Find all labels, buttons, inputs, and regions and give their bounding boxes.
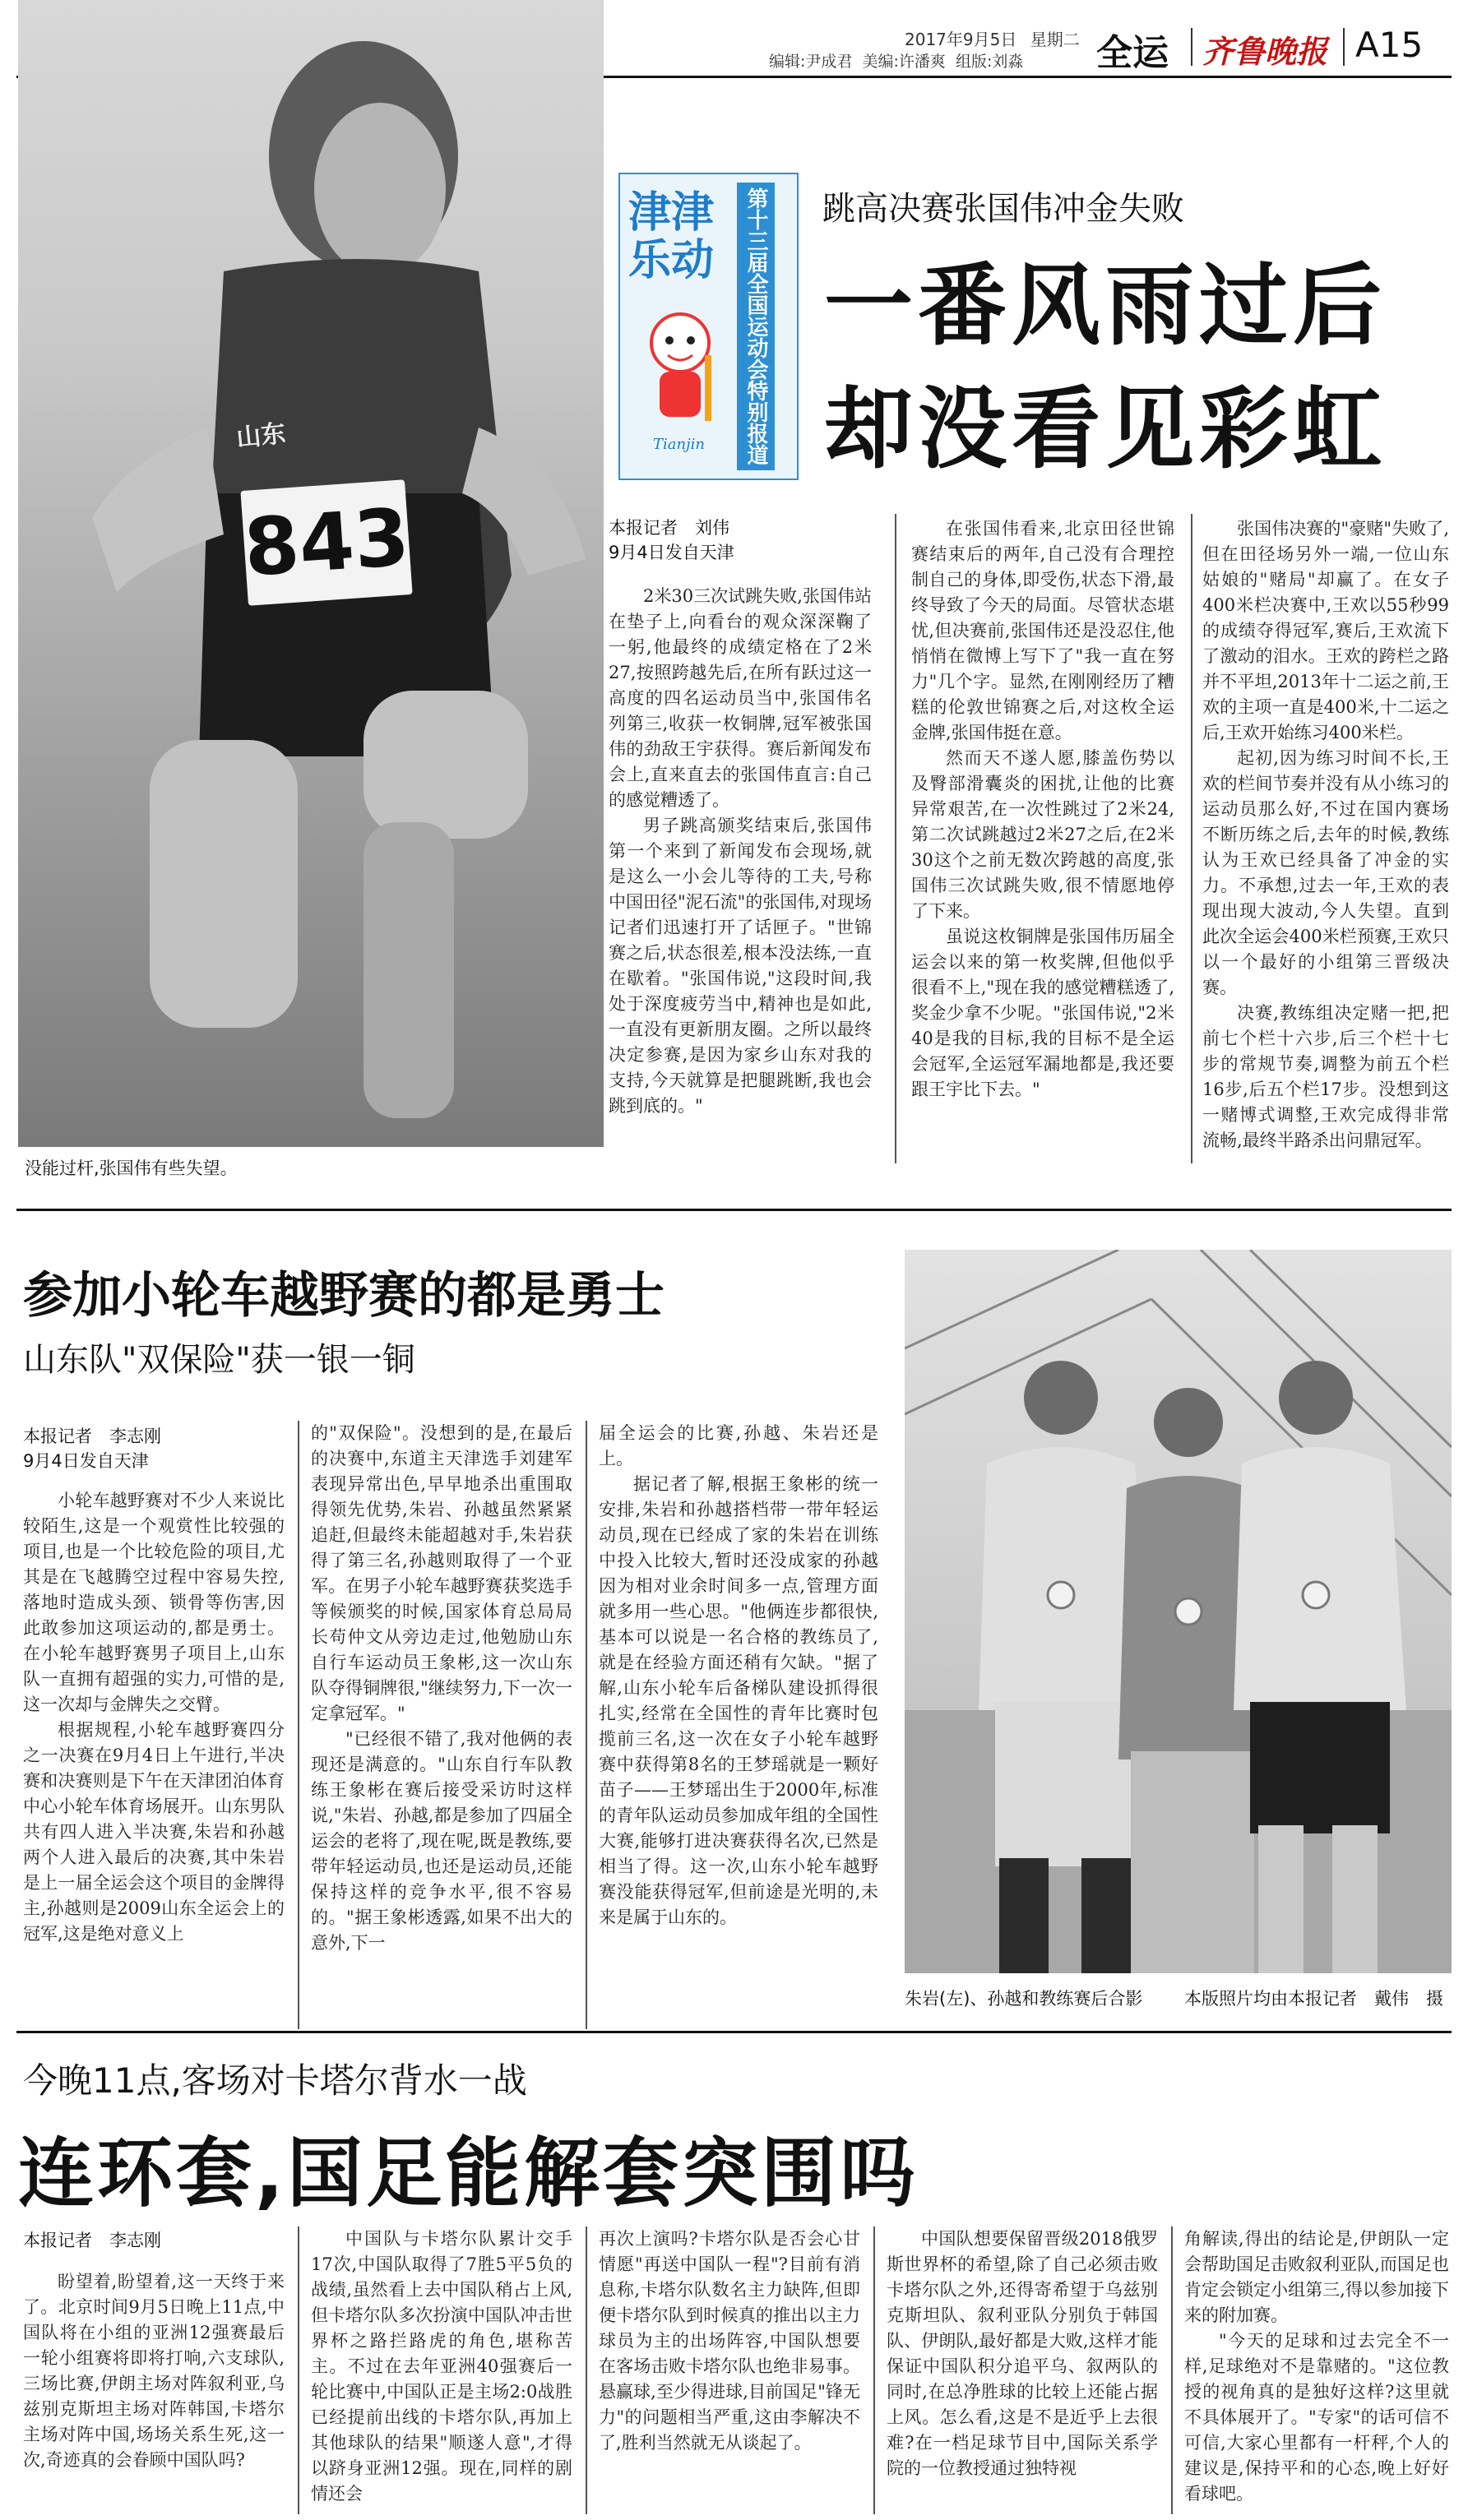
masthead-editors: 编辑:尹成君 美编:许潘爽 组版:刘淼 <box>769 53 1024 71</box>
paragraph: 届全运会的比赛,孙越、朱岩还是上。 <box>599 1423 878 1468</box>
athlete-photo-caption: 没能过杆,张国伟有些失望。 <box>25 1158 238 1178</box>
story2-column-3 <box>599 1421 878 1930</box>
paragraph: 中国队想要保留晋级2018俄罗斯世界杯的希望,除了自己必须击败卡塔尔队之外,还得寄希望于乌兹别克斯坦队、叙利亚队分别负于韩国队、伊朗队,最好都是大败,这样才能保证中国队积分追平乌、叙两队的同时,在总净胜球的比较上还能占据上风。怎么看,这是不是近乎上去很难?在一档足球节目中,国际关系学院的一位教授通过独特视 <box>887 2229 1158 2478</box>
paragraph: "已经很不错了,我对他俩的表现还是满意的。"山东自行车队教练王象彬在赛后接受采访时这样说,"朱岩、孙越,都是参加了四届全运会的老将了,现在呢,既是教练,要带年轻运动员,也还是运动员,还能保持这样的竞争水平,很不容易的。"据王象彬透露,如果不出大的意外,下一 <box>311 1729 572 1953</box>
column-divider <box>895 514 896 1163</box>
paragraph: 中国队与卡塔尔队累计交手17次,中国队取得了7胜5平5负的战绩,虽然看上去中国队稍占上风,但卡塔尔队多次扮演中国队冲击世界杯之路拦路虎的角色,堪称苦主。不过在去年亚洲40强赛后一轮比赛中,中国队正是主场2:0战胜已经提前出线的卡塔尔队,再加上其他球队的结果"顺遂人意",才得以跻身亚洲12强。现在,同样的剧情还会 <box>311 2229 572 2504</box>
page-number: A15 <box>1355 25 1424 65</box>
story1-kicker: 跳高决赛张国伟冲金失败 <box>822 190 1184 228</box>
paragraph: 虽说这枚铜牌是张国伟历届全运会以来的第一枚奖牌,但他似乎很看不上,"现在我的感觉糟糕透了,奖金少拿不少呢。"张国伟说,"2米40是我的目标,我的目标不是全运会冠军,全运冠军漏地都是,我还要跟王宇比下去。" <box>911 927 1174 1099</box>
story-bmx <box>0 1209 1468 2031</box>
reporter: 本报记者 李志刚 <box>23 1426 161 1446</box>
paragraph: 根据规程,小轮车越野赛四分之一决赛在9月4日上午进行,半决赛和决赛则是下午在天津团泊体育中心小轮车体育场展开。山东男队共有四人进入半决赛,朱岩和孙越两个人进入最后的决赛,其中朱岩是上一届全运会这个项目的金牌得主,孙越则是2009山东全运会上的冠军,这是绝对意义上 <box>23 1720 285 1944</box>
story3-column-5 <box>1184 2226 1449 2507</box>
story-football <box>0 2031 1468 2520</box>
section-name: 全运 <box>1096 32 1169 74</box>
paragraph: 然而天不遂人愿,膝盖伤势以及臀部滑囊炎的困扰,让他的比赛异常艰苦,在一次性跳过了2米24,第二次试跳越过2米27之后,在2米30这个之前无数次跨越的高度,张国伟三次试跳失败,很不情愿地停了下来。 <box>911 748 1174 921</box>
bib <box>240 479 412 606</box>
badge-subtitle: 第十三届全国运动会特别报道 <box>743 187 768 465</box>
paper-logo: 齐鲁晚报 <box>1202 33 1328 70</box>
paragraph: 起初,因为练习时间不长,王欢的栏间节奏并没有从小练习的运动员那么好,不过在国内赛场不断历练之后,去年的时候,教练认为王欢已经具备了冲金的实力。不承想,过去一年,王欢的表现出现大波动,今人失望。直到此次全运会400米栏预赛,王欢只以一个最好的小组第三晋级决赛。 <box>1202 748 1449 997</box>
story2-headline: 参加小轮车越野赛的都是勇士 <box>23 1267 665 1325</box>
story3-byline: 本报记者 李志刚 <box>23 2231 161 2250</box>
column-divider <box>298 2226 299 2514</box>
badge-title: 津津乐动 <box>628 187 715 285</box>
reporter: 本报记者 刘伟 <box>609 518 729 538</box>
paragraph: 在张国伟看来,北京田径世锦赛结束后的两年,自己没有合理控制自己的身体,即受伤,状态下滑,最终导致了今天的局面。尽管状态堪忧,但决赛前,张国伟还是没忍住,他悄悄在微博上写下了"我一直在努力"几个字。显然,在刚刚经历了糟糕的伦敦世锦赛之后,对这枚全运金牌,张国伟挺在意。 <box>911 519 1174 742</box>
photo-credit: 本版照片均由本报记者 戴伟 摄 <box>1184 1989 1443 2009</box>
story3-headline: 连环套,国足能解套突围吗 <box>18 2129 919 2217</box>
weekday: 星期二 <box>1030 30 1080 49</box>
paragraph: 2米30三次试跳失败,张国伟站在垫子上,向看台的观众深深鞠了一躬,他最终的成绩定格在了2米27,按照跨越先后,在所有跃过这一高度的四名运动员当中,张国伟名列第三,收获一枚铜牌,冠军被张国伟的劲敌王宇获得。赛后新闻发布会上,直来直去的张国伟直言:自己的感觉糟透了。 <box>609 586 872 810</box>
story1-byline <box>609 516 734 565</box>
mascot-icon <box>635 306 725 429</box>
paragraph: "今天的足球和过去完全不一样,足球绝对不是靠赌的。"这位教授的视角真的是独好这样?这里就不具体展开了。"专家"的话可信不可信,大家心里都有一杆秤,个人的建议是,保持平和的心态,晚上好好看球吧。 <box>1184 2331 1449 2504</box>
badge-tag: Tianjin <box>653 436 706 453</box>
column-divider <box>586 2226 587 2514</box>
story2-column-1 <box>23 1488 285 1947</box>
paragraph: 角解读,得出的结论是,伊朗队一定会帮助国足击败叙利亚队,而国足也肯定会锁定小组第三,得以参加接下来的附加赛。 <box>1184 2229 1449 2325</box>
story2-column-2 <box>311 1421 572 1956</box>
column-divider <box>1171 2226 1173 2514</box>
team-photo-scene <box>905 1250 1452 1973</box>
paragraph: 据记者了解,根据王象彬的统一安排,朱岩和孙越搭档带一带年轻运动员,现在已经成了家的朱岩在训练中投入比较大,暂时还没成家的孙越因为相对业余时间多一点,管理方面就多用一些心思。"他俩连步都很快,基本可以说是一名合格的教练员了,就是在经验方面还稍有欠缺。"据了解,山东小轮车后备梯队建设抓得很扎实,经常在全国性的青年比赛时包揽前三名,这一次在女子小轮车越野赛中获得第8名的王梦瑶就是一颗好苗子——王梦瑶出生于2000年,标准的青年队运动员参加成年组的全国性大赛,能够打进决赛获得名次,已然是相当了得。这一次,山东小轮车越野赛没能获得冠军,但前途是光明的,未来是属于山东的。 <box>599 1474 878 1927</box>
story3-column-4 <box>887 2226 1158 2481</box>
story3-column-1 <box>23 2269 285 2473</box>
story3-column-2 <box>311 2226 572 2507</box>
column-divider <box>873 2226 875 2514</box>
story3-column-3 <box>599 2226 860 2456</box>
paragraph: 再次上演吗?卡塔尔队是否会心甘情愿"再送中国队一程"?目前有消息称,卡塔尔队数名主力缺阵,但即便卡塔尔队到时候真的推出以主力球员为主的出场阵容,中国队想要在客场击败卡塔尔队也绝非易事。悬赢球,至少得进球,目前国足"锋无力"的问题相当严重,这由李解决不了,胜利当然就无从谈起了。 <box>599 2229 860 2453</box>
paragraph: 张国伟决赛的"豪赌"失败了,但在田径场另外一端,一位山东姑娘的"赌局"却赢了。在女子400米栏决赛中,王欢以55秒99的成绩夺得冠军,赛后,王欢流下了激动的泪水。王欢的跨栏之路并不平坦,2013年十二运之前,王欢的主项一直是400米,十二运之后,王欢开始练习400米栏。 <box>1202 519 1449 742</box>
story2-subheadline: 山东队"双保险"获一银一铜 <box>23 1341 415 1379</box>
date: 2017年9月5日 <box>905 30 1017 49</box>
story3-kicker: 今晚11点,客场对卡塔尔背水一战 <box>23 2060 527 2101</box>
paragraph: 的"双保险"。没想到的是,在最后的决赛中,东道主天津选手刘建军表现异常出色,早早地杀出重围取得领先优势,朱岩、孙越虽然紧紧追赶,但最终未能超越对手,朱岩获得了第三名,孙越则取得了一个亚军。在男子小轮车越野赛获奖选手等候颁奖的时候,国家体育总局局长苟仲文从旁边走过,他勉励山东自行车运动员王象彬,这一次山东队夺得铜牌很,"继续努力,下一次一定拿冠军。" <box>311 1423 572 1723</box>
dateline: 9月4日发自天津 <box>609 543 734 562</box>
column-divider <box>1191 514 1192 1163</box>
dateline: 9月4日发自天津 <box>23 1451 149 1471</box>
athlete-photo <box>18 0 604 1147</box>
team-photo <box>905 1250 1452 1973</box>
story-high-jump <box>0 0 1468 1217</box>
paragraph: 盼望着,盼望着,这一天终于来了。北京时间9月5日晚上11点,中国队将在小组的亚洲12强赛最后一轮小组赛将即将打响,六支球队,三场比赛,伊朗主场对阵叙利亚,乌兹别克斯坦主场对阵韩国,卡塔尔主场对阵中国,场场关系生死,这一次,奇迹真的会眷顾中国队吗? <box>23 2272 285 2470</box>
games-badge <box>618 173 799 480</box>
story1-column-3 <box>1202 516 1449 1154</box>
story1-column-2 <box>911 516 1174 1103</box>
story1-headline-line2: 却没看见彩虹 <box>824 378 1387 481</box>
story2-byline <box>23 1424 161 1473</box>
paragraph: 决赛,教练组决定赌一把,把前七个栏十六步,后三个栏十七步的常规节奏,调整为前五个栏16步,后五个栏17步。没想到这一赌博式调整,王欢完成得非常流畅,最终半路杀出问鼎冠军。 <box>1202 1003 1449 1150</box>
story1-headline-line1: 一番风雨过后 <box>824 255 1387 358</box>
badge-subtitle-strip <box>737 183 775 470</box>
column-divider <box>298 1421 299 2029</box>
bib-number: 843 <box>241 491 413 594</box>
paragraph: 小轮车越野赛对不少人来说比较陌生,这是一个观赏性比较强的项目,也是一个比较危险的项目,尤其是在飞越腾空过程中容易失控,落地时造成头颈、锁骨等伤害,因此敢参加这项运动的,都是勇士。在小轮车越野赛男子项目上,山东队一直拥有超强的实力,可惜的是,这一次却与金牌失之交臂。 <box>23 1491 285 1714</box>
paragraph: 男子跳高颁奖结束后,张国伟第一个来到了新闻发布会现场,就是这么一小会儿等待的工夫,号称中国田径"泥石流"的张国伟,对现场记者们迅速打开了话匣子。"世锦赛之后,状态很差,根本没法练,一直在歇着。"张国伟说,"这段时间,我处于深度疲劳当中,精神也是如此,一直没有更新朋友圈。之所以最终决定参赛,是因为家乡山东对我的支持,今天就算是把腿跳断,我也会跳到底的。" <box>609 816 872 1116</box>
column-divider <box>586 1421 587 2029</box>
jersey-text: 山东 <box>234 418 288 454</box>
team-photo-caption: 朱岩(左)、孙越和教练赛后合影 <box>905 1989 1143 2009</box>
story1-column-1 <box>609 584 872 1119</box>
